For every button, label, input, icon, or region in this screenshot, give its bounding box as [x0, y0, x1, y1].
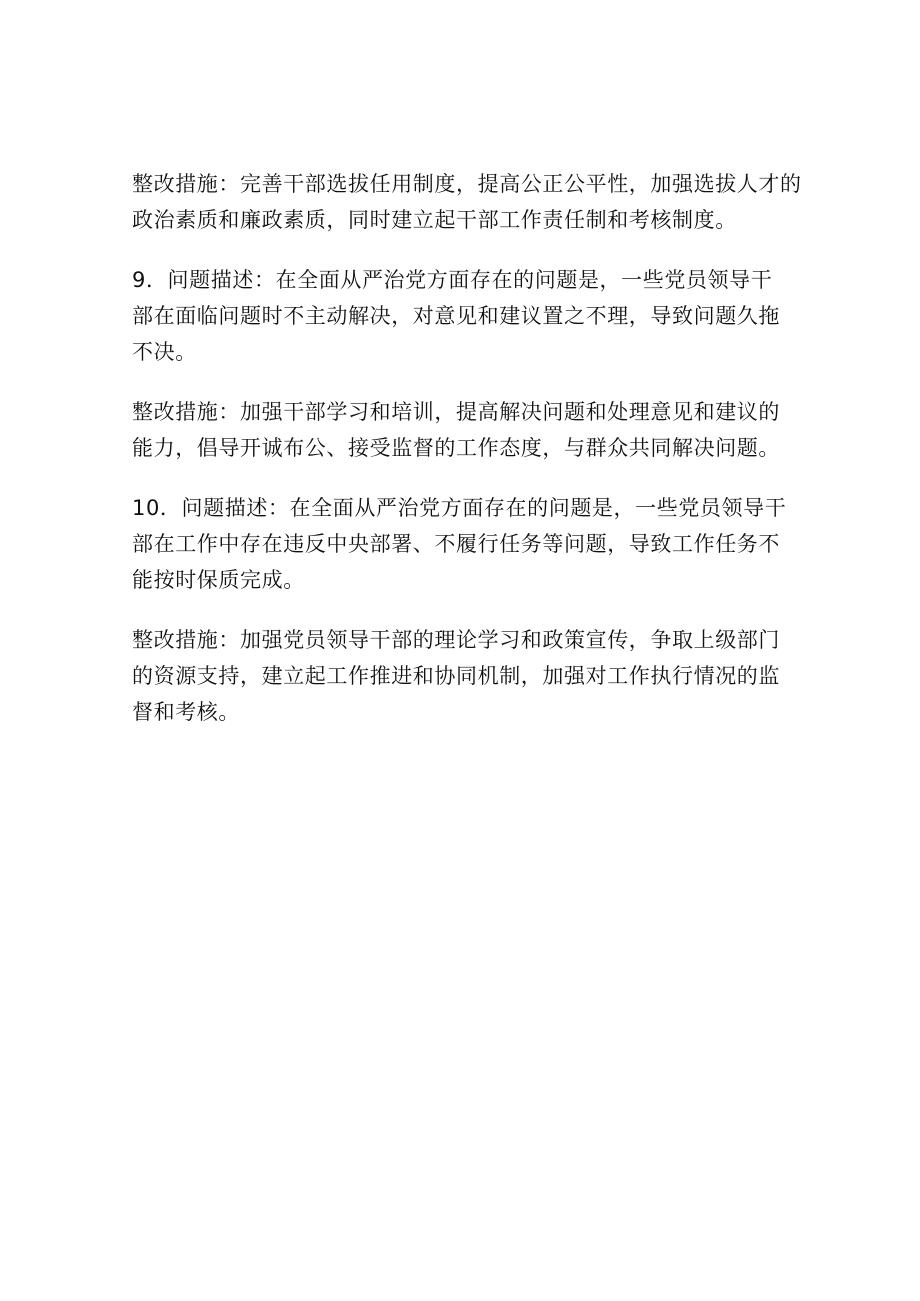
text-line: 整改措施：加强党员领导干部的理论学习和政策宣传，争取上级部门 — [132, 628, 780, 652]
text-line: 10．问题描述：在全面从严治党方面存在的问题是，一些党员领导干 — [132, 496, 787, 520]
text-line: 整改措施：加强干部学习和培训，提高解决问题和处理意见和建议的 — [132, 400, 780, 424]
measure-paragraph-10 — [132, 622, 792, 730]
text-line: 的资源支持，建立起工作推进和协同机制，加强对工作执行情况的监 — [132, 664, 780, 688]
measure-paragraph-8 — [132, 166, 802, 238]
text-line: 部在面临问题时不主动解决，对意见和建议置之不理，导致问题久拖 — [132, 304, 780, 328]
text-line: 督和考核。 — [132, 700, 240, 724]
text-line: 能按时保质完成。 — [132, 568, 305, 592]
text-line: 部在工作中存在违反中央部署、不履行任务等问题，导致工作任务不 — [132, 532, 780, 556]
measure-paragraph-9 — [132, 394, 792, 466]
text-line: 不决。 — [132, 340, 197, 364]
text-line: 能力，倡导开诚布公、接受监督的工作态度，与群众共同解决问题。 — [132, 436, 780, 460]
text-line: 政治素质和廉政素质，同时建立起干部工作责任制和考核制度。 — [132, 208, 737, 232]
document-body — [132, 166, 802, 754]
text-line: 9．问题描述：在全面从严治党方面存在的问题是，一些党员领导干 — [132, 268, 773, 292]
problem-paragraph-10 — [132, 490, 792, 598]
problem-paragraph-9 — [132, 262, 792, 370]
text-line: 整改措施：完善干部选拔任用制度，提高公正公平性，加强选拔人才的 — [132, 172, 802, 196]
